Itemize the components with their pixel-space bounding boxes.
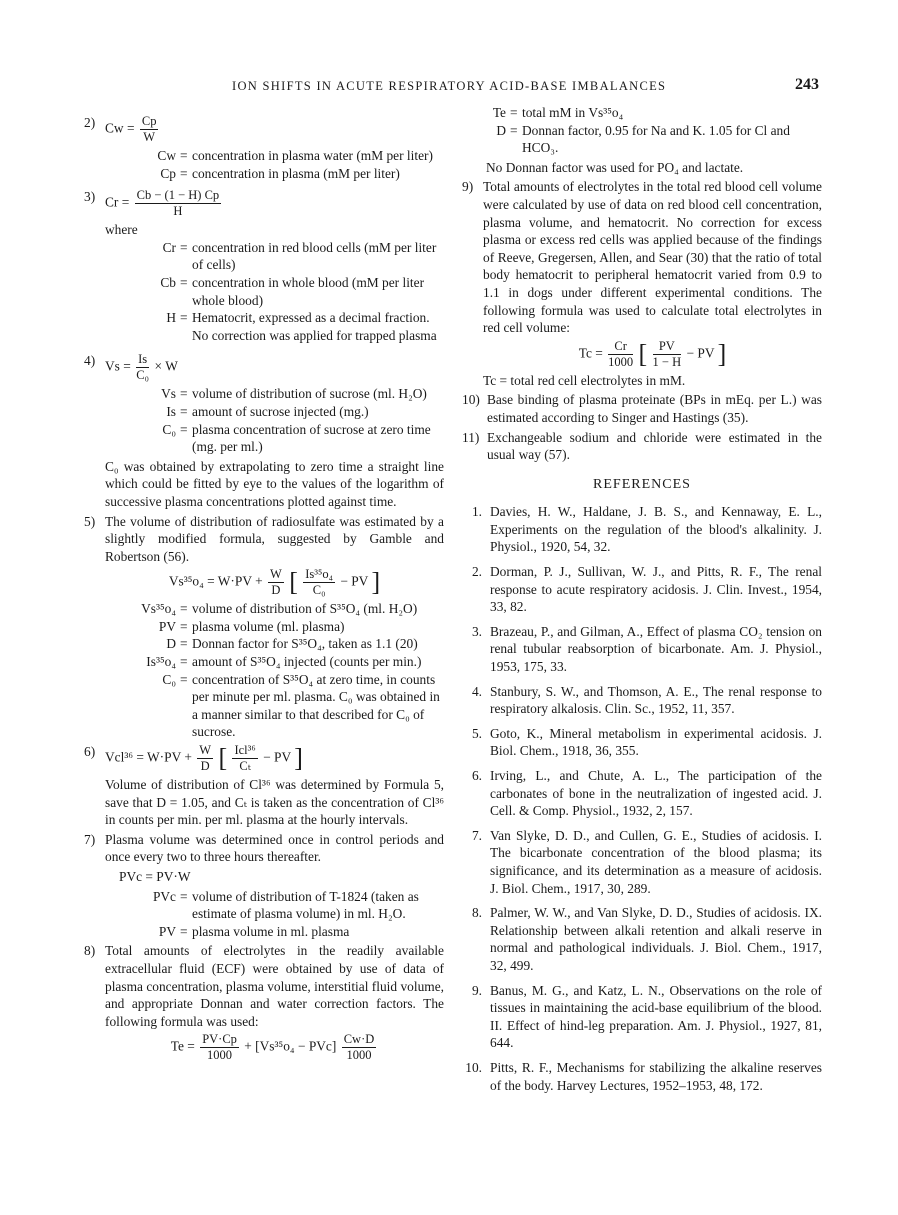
definition-row: Cw = concentration in plasma water (mM per liter) [84,147,444,165]
formula-6-equation: Vcl³⁶ = W·PV + $\frac{W}{D}$ [ $\frac{\text{Icl³⁶}}{\text{Cₜ}}$ − PV ] [105,743,303,774]
formula-8 [84,942,444,1063]
formula-8-note: No Donnan factor was used for PO₄ and lactate. [486,159,744,175]
denominator: 1000 [207,1048,233,1063]
definition-row: C₀ = concentration of S³⁵O₄ at zero time, in counts per minute per ml. plasma. C₀ was obtained in a manner similar to that described for C₀ of sucrose. [84,671,444,741]
reference-number: 9. [471,982,482,998]
equation-lhs: Tc = [578,345,603,361]
symbol: Is³⁵o₄ [146,654,176,670]
denominator: H [173,204,183,219]
definition-text: plasma volume (ml. plasma) [192,618,345,634]
fraction [140,114,159,145]
equation-lhs: Vcl³⁶ = W·PV + [105,749,192,765]
right-column [462,104,822,1101]
definition-row: Cp = concentration in plasma (mM per liter) [84,165,444,183]
definition-text: plasma concentration of sucrose at zero time (mg. per ml.) [192,421,431,455]
numerator: PV·Cp [202,1032,237,1047]
reference-item [462,503,822,556]
formula-number: 7) [84,831,96,847]
definition-row: Is³⁵o₄ = amount of S³⁵O₄ injected (counts per min.) [84,653,444,671]
reference-text: Dorman, P. J., Sullivan, W. J., and Pitts, R. F., The renal response to acute respiratory acidosis. J. Clin. Invest., 1954, 33, 82. [490,564,822,615]
reference-item [462,623,822,676]
definition-row: Is = amount of sucrose injected (mg.) [84,403,444,421]
formula-5-intro: The volume of distribution of radiosulfate was estimated by a slightly modified formula, suggested by Gamble and Robertson (56). [105,513,444,564]
denominator: 1000 [608,354,634,369]
formula-number: 10) [462,392,480,408]
where-label: where [105,222,138,238]
symbol: C₀ [162,671,176,687]
formula-number: 3) [84,189,96,205]
numerator: PV [653,339,682,355]
definition-text: plasma volume in ml. plasma [192,923,350,939]
numerator: Is [138,352,148,367]
formula-3 [84,188,444,239]
equation-mid: + [Vs³⁵o₄ − PVc] [244,1038,337,1054]
equation-tail: − PV [340,573,369,589]
definition-row: Cr = concentration in red blood cells (mM per liter of cells) [84,239,444,274]
formula-3-equation [105,188,444,219]
reference-number: 7. [471,827,482,843]
definition-text: concentration in red blood cells (mM per liter of cells) [192,239,437,273]
reference-text: Irving, L., and Chute, A. L., The participation of the carbonates of bone in the neutralization of ingested acid. J. Cell. & Comp. Physiol., 1932, 2, 157. [490,768,822,819]
numerator: Cr [608,339,633,355]
fraction [608,339,633,370]
equation-lhs: Cr = [105,194,130,210]
definition-row: D = Donnan factor, 0.95 for Na and K. 1.05 for Cl and HCO₃. [462,122,822,157]
definition-row: C₀ = plasma concentration of sucrose at zero time (mg. per ml.) [84,421,444,456]
numerator: W [270,567,282,582]
denominator: C₀ [136,368,149,383]
formula-4-equation [105,352,444,383]
numerator: W [199,743,212,758]
fraction [303,567,335,598]
denominator: 1000 [346,1048,372,1063]
formula-number: 5) [84,513,96,529]
numerator: Icl³⁶ [234,743,256,758]
symbol: Vs [161,386,176,402]
numerator: Cp [141,114,157,128]
equation-lhs: Vs = [105,358,131,374]
formula-2-equation [105,114,444,145]
definition-text: Hematocrit, expressed as a decimal fraction. No correction was applied for trapped plasma [192,310,437,343]
numerator: Cw·D [343,1032,375,1047]
reference-text: Banus, M. G., and Katz, L. N., Observations on the role of tissues in maintaining the acid-base equilibrium of the blood. II. Effect of hind-leg preparation. Am. J. Physiol., 1927, 81, 644. [490,982,822,1051]
numerator: Cb − (1 − H) Cp [136,188,220,203]
definition-text: amount of S³⁵O₄ injected (counts per min.) [192,654,422,670]
denominator: D [271,583,281,598]
formula-number: 9) [462,179,474,195]
denominator: Cₜ [239,759,251,774]
definition-row: Te = total mM in Vs³⁵o₄ [462,104,822,122]
formula-6-note: Volume of distribution of Cl³⁶ was determined by Formula 5, save that D = 1.05, and Cₜ is taken as the concentration of Cl³⁶ in counts per min. per ml. plasma at the hourly intervals. [105,777,444,828]
definition-text: Donnan factor, 0.95 for Na and K. 1.05 for Cl and HCO₃. [522,122,790,156]
fraction [135,188,222,219]
formula-5-equation: Vs³⁵o₄ = W·PV + $\frac{W}{D}$ [ $\frac{\text{Is³⁵o₄}}{\text{C₀}}$ − PV ] [168,567,381,598]
definition-text: concentration in plasma (mM per liter) [192,165,400,181]
reference-item [462,725,822,760]
formula-7-intro: Plasma volume was determined once in control periods and once every two to three hours thereafter. [105,831,444,865]
numerator: Is³⁵o₄ [305,567,333,582]
definition-text: concentration of S³⁵O₄ at zero time, in counts per minute per ml. plasma. C₀ was obtained in a manner similar to that described for C₀ of sucrose. [192,671,440,740]
fraction [197,743,213,774]
equation-lhs: Cw = [105,120,135,136]
denominator: C₀ [312,583,326,598]
formula-9-definition: Tc = total red cell electrolytes in mM. [483,372,686,388]
symbol: Cr [162,239,176,255]
symbol: PV [158,618,176,634]
equation-lhs: Vs³⁵o₄ = W·PV + [168,573,263,589]
formula-7 [84,831,444,886]
references-heading: REFERENCES [593,476,691,492]
reference-text: Pitts, R. F., Mechanisms for stabilizing the alkaline reserves of the body. Harvey Lectures, 1952–1953, 48, 172. [490,1059,822,1093]
item-11-text: Exchangeable sodium and chloride were estimated in the usual way (57). [487,429,822,463]
reference-number: 8. [471,905,482,921]
formula-2 [84,114,444,145]
definition-row: PV = plasma volume (ml. plasma) [84,618,444,636]
reference-number: 4. [471,683,482,699]
formula-9-intro: Total amounts of electrolytes in the total red blood cell volume were calculated by use of data on red blood cell concentration, plasma volume, and hematocrit. No correction for excess plasma or excess red cells was applied because of the findings of Reeve, Gregersen, Allen, and Sear (30) that the ratio of total body hematocrit to peripheral hematocrit varied from 0.9 to 1.1 in dogs under different experimental conditions. The following formula was used to calculate total electrolytes in red cell volume: [483,179,822,336]
item-10 [462,391,822,426]
running-head: ION SHIFTS IN ACUTE RESPIRATORY ACID-BASE IMBALANCES [232,79,667,93]
formula-7-equation: PVc = PV·W [119,869,191,884]
reference-item [462,563,822,616]
reference-number: 10. [465,1059,482,1075]
formula-number: 4) [84,353,96,369]
symbol: Te [492,105,506,120]
fraction [342,1032,377,1063]
reference-text: Brazeau, P., and Gilman, A., Effect of plasma CO₂ tension on renal tubular reabsorption of bicarbonate. Am. J. Physiol., 1953, 175, 33. [490,623,822,675]
equation-lhs: Te = [170,1038,195,1054]
definition-row: PVc = volume of distribution of T-1824 (taken as estimate of plasma volume) in ml. H₂O. [84,888,444,923]
symbol: Cp [160,165,176,181]
symbol: D [496,122,506,138]
definition-text: concentration in whole blood (mM per liter whole blood) [192,274,425,308]
definition-row: D = Donnan factor for S³⁵O₄, taken as 1.1 (20) [84,635,444,653]
equation-tail: − PV [686,345,715,361]
reference-list [462,503,822,1094]
reference-item [462,767,822,820]
definition-text: volume of distribution of sucrose (ml. H₂O) [192,386,427,402]
reference-item [462,904,822,974]
definition-text: Donnan factor for S³⁵O₄, taken as 1.1 (20) [192,636,418,652]
reference-text: Palmer, W. W., and Van Slyke, D. D., Studies of acidosis. IX. Relationship between alkali retention and alkali reserve in normal and pathological individuals. J. Biol. Chem., 1917, 32, 499. [490,905,822,973]
reference-number: 5. [471,725,482,741]
definition-row: Vs³⁵o₄ = volume of distribution of S³⁵O₄ (ml. H₂O) [84,600,444,618]
reference-text: Van Slyke, D. D., and Cullen, G. E., Studies of acidosis. I. The bicarbonate concentration of the blood plasma; its significance, and its determination as a measure of acidosis. J. Biol. Chem., 1917, 30, 289. [490,827,822,896]
formula-5 [84,513,444,599]
symbol: Vs³⁵o₄ [141,601,176,617]
symbol: H [166,310,176,326]
reference-item [462,1059,822,1094]
formula-8-equation [105,1032,444,1063]
definition-text: amount of sucrose injected (mg.) [192,403,369,419]
definition-text: concentration in plasma water (mM per liter) [192,148,433,163]
symbol: D [166,636,176,652]
page-number: 243 [795,76,819,93]
reference-number: 1. [471,504,482,520]
symbol: Is [166,403,176,419]
formula-6 [84,743,444,829]
fraction [653,339,682,370]
formula-9-equation: Tc = $\frac{Cr}{1000}$ [ $\frac{PV}{1 - H}$ − PV ] [578,338,727,369]
reference-item [462,827,822,897]
fraction [268,567,284,598]
equation-rhs: × W [154,358,178,374]
symbol: Cb [160,274,176,290]
definition-text: total mM in Vs³⁵o₄ [522,105,624,120]
definition-text: volume of distribution of T-1824 (taken as estimate of plasma volume) in ml. H₂O. [192,888,419,922]
reference-text: Davies, H. W., Haldane, J. B. S., and Kennaway, E. L., Experiments on the regulation of the blood's alkalinity. J. Physiol., 1920, 54, 32. [490,504,822,555]
symbol: C₀ [162,421,176,437]
reference-text: Goto, K., Mineral metabolism in experimental acidosis. J. Biol. Chem., 1918, 36, 355. [490,725,822,759]
symbol: PV [158,923,176,939]
reference-text: Stanbury, S. W., and Thomson, A. E., The renal response to respiratory alkalosis. Clin. Sc., 1952, 11, 357. [490,683,822,717]
formula-8-intro: Total amounts of electrolytes in the readily available extracellular fluid (ECF) were obtained by use of data of plasma concentration, plasma volume, interstitial fluid volume, and appropriate Donnan and water correction factors. The following formula was used: [105,943,444,1029]
definition-row: Cb = concentration in whole blood (mM per liter whole blood) [84,274,444,309]
reference-item [462,982,822,1052]
formula-number: 8) [84,943,96,959]
definition-row: PV = plasma volume in ml. plasma [84,923,444,941]
symbol: Cw [157,148,176,163]
reference-number: 6. [471,768,482,783]
equation-tail: − PV [263,749,291,765]
fraction [200,1032,239,1063]
formula-number: 2) [84,115,96,130]
definition-text: volume of distribution of S³⁵O₄ (ml. H₂O) [192,601,418,617]
fraction [136,352,149,383]
formula-4-note: C₀ was obtained by extrapolating to zero time a straight line which could be fitted by eye to the values of the logarithm of successive plasma concentrations plotted against time. [105,458,444,509]
reference-number: 3. [471,623,482,639]
formula-4 [84,352,444,383]
reference-number: 2. [471,564,482,580]
reference-item [462,683,822,718]
denominator: 1 − H [652,354,682,369]
formula-number: 6) [84,744,96,760]
formula-9 [462,178,822,389]
fraction [232,743,257,774]
denominator: D [200,759,210,774]
definition-row: Vs = volume of distribution of sucrose (ml. H₂O) [84,385,444,403]
formula-number: 11) [462,429,480,445]
left-column [84,112,444,1065]
symbol: PVc [152,888,176,904]
item-11 [462,429,822,464]
definition-row: H = Hematocrit, expressed as a decimal fraction. No correction was applied for trapped plasma [84,309,444,344]
denominator: W [143,130,156,144]
item-10-text: Base binding of plasma proteinate (BPs in mEq. per L.) was estimated according to Singer and Hastings (35). [487,392,822,425]
